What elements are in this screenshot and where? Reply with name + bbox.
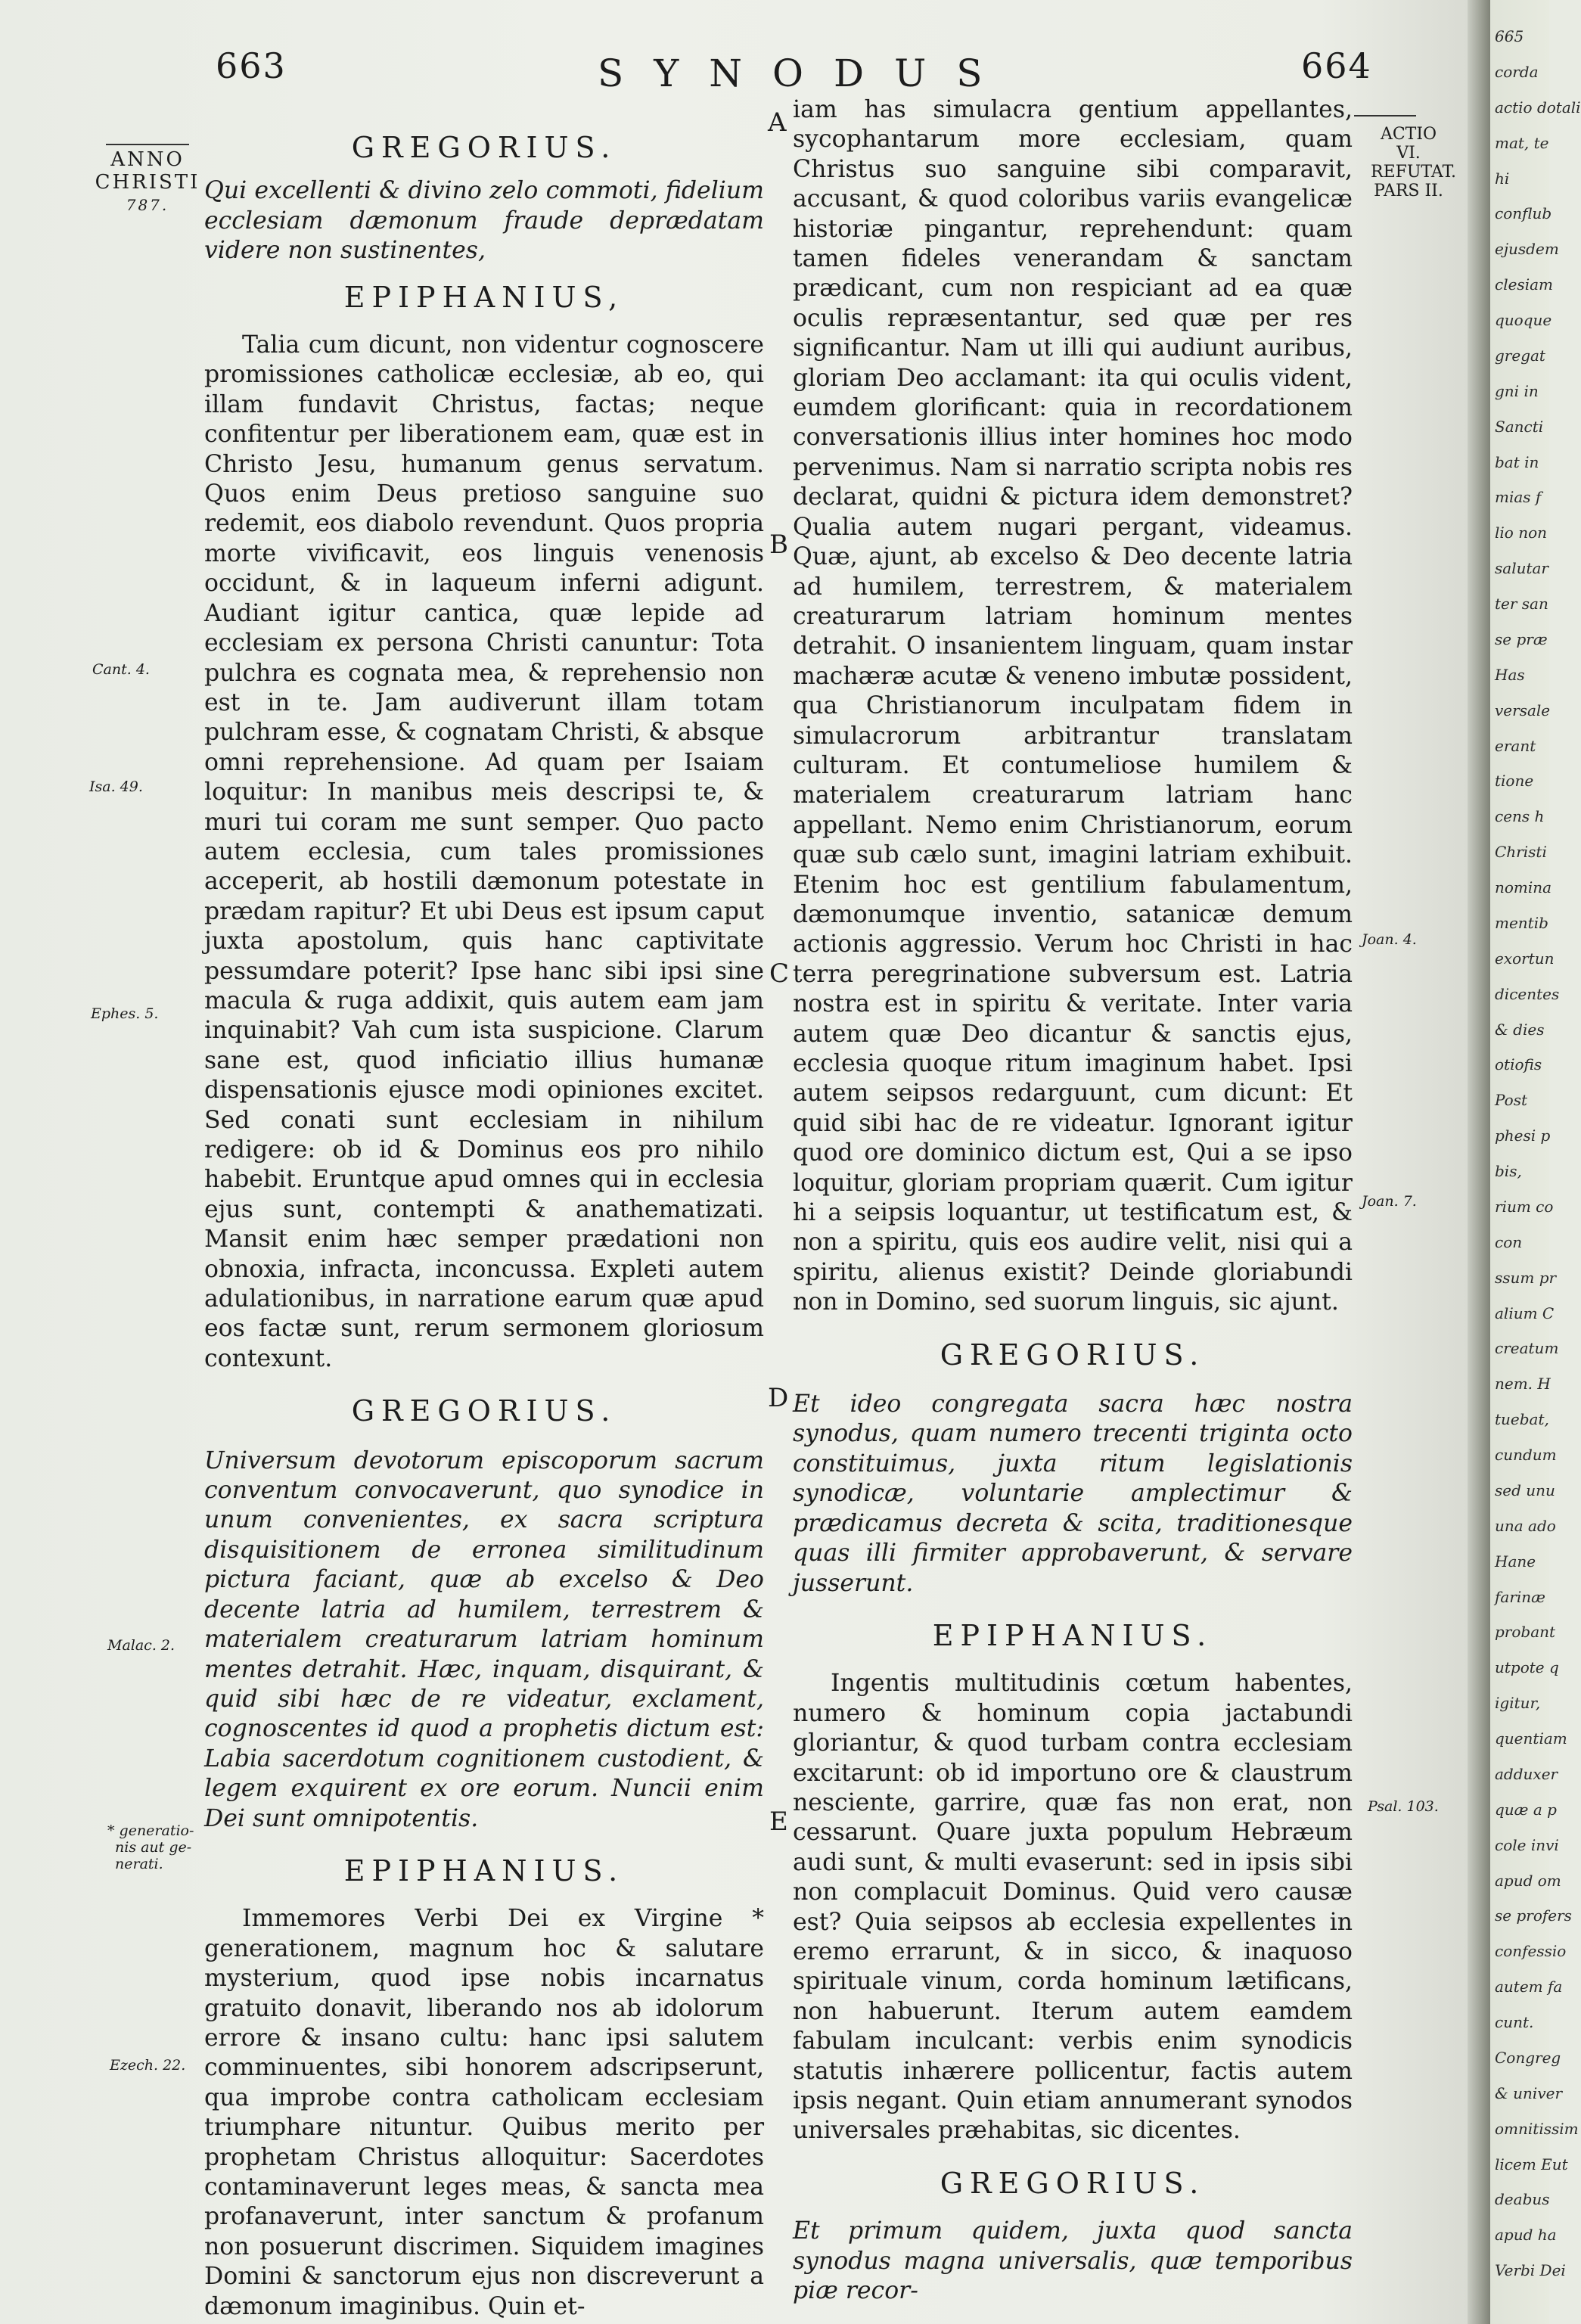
next-page-fragment: gregat: [1495, 346, 1545, 365]
next-page-fragment: cens h: [1495, 807, 1545, 825]
next-page-fragment: sed unu: [1495, 1481, 1555, 1499]
next-page-fragment: Congreg: [1495, 2049, 1561, 2067]
next-page-fragment: tuebat,: [1495, 1410, 1549, 1428]
quoted-passage: Qui excellenti & divino zelo commoti, fidelium ecclesiam dæmonum fraude deprædatam videre non sustinentes,: [204, 177, 764, 265]
margin-note: Ezech. 22.: [110, 2057, 186, 2074]
christi-label: CHRISTI: [95, 171, 200, 194]
next-page-fragment: licem Eut: [1495, 2155, 1568, 2173]
margin-note: nis aut ge-: [115, 1839, 192, 1856]
right-column: [793, 95, 1353, 2306]
next-page-fragment: apud ha: [1495, 2226, 1557, 2244]
next-page-fragment: exortun: [1495, 949, 1555, 968]
next-page-fragment: corda: [1495, 63, 1539, 81]
next-page-fragment: bis,: [1495, 1162, 1522, 1180]
next-page-fragment: deabus: [1495, 2190, 1550, 2208]
next-page-fragment: omnitissim: [1495, 2120, 1579, 2138]
section-letter: D: [768, 1383, 789, 1413]
speaker-heading: GREGORIUS.: [940, 2166, 1206, 2200]
next-page-fragment: 665: [1495, 27, 1524, 45]
next-page-fragment: Verbi Dei: [1495, 2261, 1566, 2279]
next-page-fragment: rium co: [1495, 1198, 1554, 1216]
next-page-fragment: Sancti: [1495, 418, 1544, 436]
next-page-fragment: autem fa: [1495, 1978, 1563, 1996]
anno-rule: [106, 144, 189, 145]
right-page-number: 664: [1301, 45, 1372, 86]
next-page-fragment: otiofis: [1495, 1055, 1542, 1073]
next-page-fragment: hi: [1495, 169, 1510, 188]
speaker-heading: GREGORIUS.: [351, 1394, 617, 1428]
next-page-fragment: quentiam: [1495, 1729, 1567, 1748]
next-page-fragment: igitur,: [1495, 1694, 1541, 1712]
anno-label: ANNO: [110, 148, 185, 171]
next-page-fragment: conflub: [1495, 204, 1552, 222]
pars-label: PARS II.: [1374, 182, 1443, 200]
next-page-fragment: creatum: [1495, 1339, 1559, 1357]
speaker-heading: EPIPHANIUS.: [932, 1618, 1213, 1652]
next-page-fragment: lio non: [1495, 524, 1547, 542]
next-page-fragment: cunt.: [1495, 2013, 1534, 2031]
body-paragraph: iam has simulacra gentium appellantes, sycophantarum more ecclesiam, quam Christus suo sanguine sibi comparavit, accusant, & quod coloribus variis evangelicæ historiæ pingantur, reprehendunt: quam tamen fideles venerandam & sanctam prædicant, cum non respiciant ad ea quæ oculis repræsentantur, sed quæ per res significantur. Nam ut illi qui audiunt auribus, gloriam Deo acclamant: ita qui oculis vident, eumdem glorificant: quia in recordationem conversationis illius inter homines hoc modo pervenimus. Nam si narratio scripta nobis res declarat, quidni & pictura idem demonstret? Qualia autem nugari pergant, videamus. Quæ, ajunt, ab excelso & Deo decente latria ad humilem, terrestrem, & materialem creaturarum latriam hominum mentes detrahit. O insanientem linguam, quam instar machæræ acutæ & veneno imbutæ possident, qua Christianorum inculpatam fidem in simulacrorum arbitrantur translatam culturam. Et contumeliose humilem & materialem creaturarum latriam hanc appellant. Nemo enim Christianorum, eorum quæ sub cælo sunt, imagini latriam exhibuit. Etenim hoc est gentilium fabulamentum, dæmonumque inventio, satanicæ demum actionis aggressio. Verum hoc Christi in hac terra peregrinatione subversum est. Latria nostra est in spiritu & veritate. Inter varia autem quæ Deo dicantur & sanctis ejus, ecclesia quoque ritum imaginum habet. Ipsi autem seipsos redarguunt, cum dicunt: Et quid sibi hac de re videatur. Ignorant igitur quod ore dominico dictum est, Qui a se ipso loquitur, gloriam propriam quærit. Cum igitur hi a seipsis loquantur, ut testificatum est, & non a spiritu, quis eos audire velit, nisi qui a spiritu, alienus existit? Deinde gloriabundi non in Domino, sed suorum linguis, sic ajunt.: [793, 96, 1353, 1316]
next-page-fragment: Has: [1495, 666, 1525, 684]
body-paragraph: Immemores Verbi Dei ex Virgine * generationem, magnum hoc & salutare mysterium, quod ipse nobis incarnatus gratuito donavit, liberando nos ab idolorum errore & insano cultu: hanc ipsi salutem comminuentes, sibi honorem adscripserunt, qua improbe contra catholicam ecclesiam triumphare nituntur. Quibus merito per prophetam Christus alloquitur: Sacerdotes contaminaverunt leges meas, & sancta mea profanaverunt, inter sanctum & profanum non posuerunt discrimen. Siquidem imagines Domini & sanctorum ejus non discreverunt a dæmonum imaginibus. Quin et-: [204, 1905, 764, 2320]
margin-note: Isa. 49.: [89, 778, 143, 795]
next-page-fragment: una ado: [1495, 1517, 1556, 1535]
next-page-fragment: & dies: [1495, 1021, 1545, 1039]
next-page-fragment: adduxer: [1495, 1765, 1558, 1783]
margin-note: Ephes. 5.: [91, 1005, 159, 1022]
speaker-heading: EPIPHANIUS.: [343, 1853, 625, 1887]
speaker-heading: GREGORIUS.: [940, 1338, 1206, 1372]
header-rule: [1354, 115, 1416, 117]
next-page-fragment: erant: [1495, 737, 1536, 755]
next-page-fragment: nomina: [1495, 878, 1552, 896]
next-page-fragment: se præ: [1495, 630, 1548, 648]
next-page-fragment: versale: [1495, 701, 1551, 719]
next-page-fragment: Christi: [1495, 843, 1547, 861]
refutat-label: REFUTAT.: [1371, 163, 1457, 182]
next-page-fragment: mat, te: [1495, 134, 1549, 152]
next-page-fragment: & univer: [1495, 2084, 1563, 2102]
year-label: 787.: [126, 196, 169, 214]
next-page-fragment: probant: [1495, 1623, 1556, 1641]
margin-note: * generatio-: [107, 1822, 194, 1839]
actio-block: [1371, 125, 1457, 200]
next-page-fragment: Post: [1495, 1091, 1527, 1109]
body-paragraph: Talia cum dicunt, non videntur cognoscere promissiones catholicæ ecclesiæ, ab eo, qui illam fundavit Christus, factas; neque confitentur per liberationem eam, quæ est in Christo Jesu, humanum genus servatum. Quos enim Deus pretioso sanguine suo redemit, eos diabolo revendunt. Quos propria morte vivificavit, eos linguis venenosis occidunt, & in laqueum inferni adigunt. Audiant igitur cantica, quæ lepide ad ecclesiam ex persona Christi canuntur: Tota pulchra es cognata mea, & reprehensio non est in te. Jam audiverunt illam totam pulchram esse, & cognatam Christi, & absque omni reprehensione. Ad quam per Isaiam loquitur: In manibus meis descripsi te, & muri tui coram me sunt semper. Quo pacto autem ecclesia, cum tales promissiones acceperit, ab hostili dæmonum potestate in prædam rapitur? Et ubi Deus est ipsum caput juxta apostolum, quis hanc captivitate pessumdare poterit? Ipse hanc sibi ipsi sine macula & ruga addixit, quis autem eam jam inquinabit? Vah cum ista suspicione. Clarum sane est, quod inficiatio illius humanæ dispensationis ejusce modi opiniones excitet. Sed conati sunt ecclesiam in nihilum redigere: ob id & Dominus eos pro nihilo habebit. Eruntque apud omnes qui in ecclesia ejus sunt, contempti & anathematizati. Mansit enim hæc semper prædationi non obnoxia, infracta, inconcussa. Expleti autem adulationibus, in narratione earum quæ apud eos factæ sunt, rerum sermonem gloriosum contexunt.: [204, 331, 764, 1372]
actio-number: VI.: [1396, 144, 1421, 163]
next-page-fragment: phesi p: [1495, 1126, 1551, 1145]
next-page-fragment: actio dotali: [1495, 98, 1581, 117]
anno-christi-block: [95, 144, 200, 216]
section-letter: E: [769, 1807, 788, 1837]
next-page-fragment: Hane: [1495, 1552, 1536, 1571]
margin-note: Malac. 2.: [107, 1637, 175, 1654]
next-page-fragment: cundum: [1495, 1446, 1557, 1464]
actio-label: ACTIO: [1380, 125, 1437, 144]
next-page-edge: [1490, 0, 1581, 2324]
next-page-fragment: tione: [1495, 772, 1534, 790]
next-page-fragment: ejusdem: [1495, 240, 1559, 258]
running-title: SYNODUS: [598, 51, 1013, 95]
margin-note: nerati.: [115, 1856, 163, 1872]
margin-note: Psal. 103.: [1368, 1798, 1439, 1815]
book-gutter: [1468, 0, 1490, 2324]
next-page-fragment: mias f: [1495, 488, 1542, 506]
next-page-fragment: gni in: [1495, 382, 1539, 400]
next-page-fragment: bat in: [1495, 453, 1539, 471]
next-page-fragment: cole invi: [1495, 1836, 1559, 1854]
next-page-fragment: se profers: [1495, 1906, 1572, 1925]
next-page-fragment: nem. H: [1495, 1375, 1551, 1393]
quoted-passage: Universum devotorum episcoporum sacrum conventum convocaverunt, quo synodice in unum convenientes, ex sacra scriptura disquisitionem de erronea similitudinum pictura faciant, quæ ab excelso & Deo decente latria ad humilem, terrestrem & materialem creaturarum latriam hominum mentes detrahit. Hæc, inquam, disquirant, & quid sibi hæc de re videatur, exclament, cognoscentes id quod a prophetis dictum est: Labia sacerdotum cognitionem custodient, & legem exquirent ex ore eorum. Nuncii enim Dei sunt omnipotentis.: [204, 1446, 764, 1832]
quoted-passage: Et primum quidem, juxta quod sancta synodus magna universalis, quæ temporibus piæ recor-: [793, 2217, 1353, 2305]
next-page-fragment: quæ a p: [1495, 1800, 1557, 1819]
speaker-heading: GREGORIUS.: [351, 131, 617, 164]
speaker-heading: EPIPHANIUS,: [343, 280, 625, 314]
section-letter: C: [769, 958, 790, 989]
next-page-fragment: clesiam: [1495, 275, 1553, 294]
next-page-fragment: alium C: [1495, 1304, 1555, 1322]
next-page-fragment: salutar: [1495, 559, 1548, 577]
margin-note: Joan. 4.: [1362, 931, 1417, 948]
next-page-fragment: ter san: [1495, 595, 1548, 613]
left-page-number: 663: [216, 45, 287, 86]
next-page-fragment: confessio: [1495, 1942, 1567, 1960]
next-page-fragment: mentib: [1495, 914, 1548, 932]
next-page-fragment: farinæ: [1495, 1588, 1545, 1606]
margin-note: Joan. 7.: [1362, 1193, 1417, 1210]
next-page-fragment: dicentes: [1495, 985, 1560, 1003]
next-page-fragment: apud om: [1495, 1872, 1561, 1890]
next-page-fragment: con: [1495, 1233, 1523, 1251]
quoted-passage: Et ideo congregata sacra hæc nostra synodus, quam numero trecenti triginta octo constituimus, juxta ritum legislationis synodicæ, voluntarie amplectimur & prædicamus decreta & scita, traditionesque quas illi firmiter approbaverunt, & servare jusserunt.: [793, 1390, 1353, 1597]
next-page-fragment: quoque: [1495, 311, 1552, 329]
margin-note: Cant. 4.: [92, 661, 150, 678]
next-page-fragment: utpote q: [1495, 1658, 1559, 1676]
section-letter: A: [768, 107, 787, 138]
next-page-fragment: ssum pr: [1495, 1269, 1557, 1287]
left-column: [204, 127, 764, 2322]
section-letter: B: [769, 530, 788, 560]
body-paragraph: Ingentis multitudinis cœtum habentes, numero & hominum copia jactabundi gloriantur, & quod turbam contra ecclesiam excitarunt: ob id importuno ore & claustrum nesciente, garrire, quæ fas non erat, non cessarunt. Quare juxta populum Hebræum audi sunt, & multi evaserunt: sed in ipsis sibi non complacuit Dominus. Quid vero causæ est? Quia seipsos ab ecclesia expellentes in eremo errarunt, & in sicco, & inaquoso spirituale vinum, corda hominum lætificans, non habuerunt. Iterum autem eamdem fabulam inculcant: verbis enim synodicis statutis inhærere pollicentur, factis autem ipsis negant. Quin etiam annumerant synodos universales præhabitas, sic dicentes.: [793, 1670, 1353, 2145]
